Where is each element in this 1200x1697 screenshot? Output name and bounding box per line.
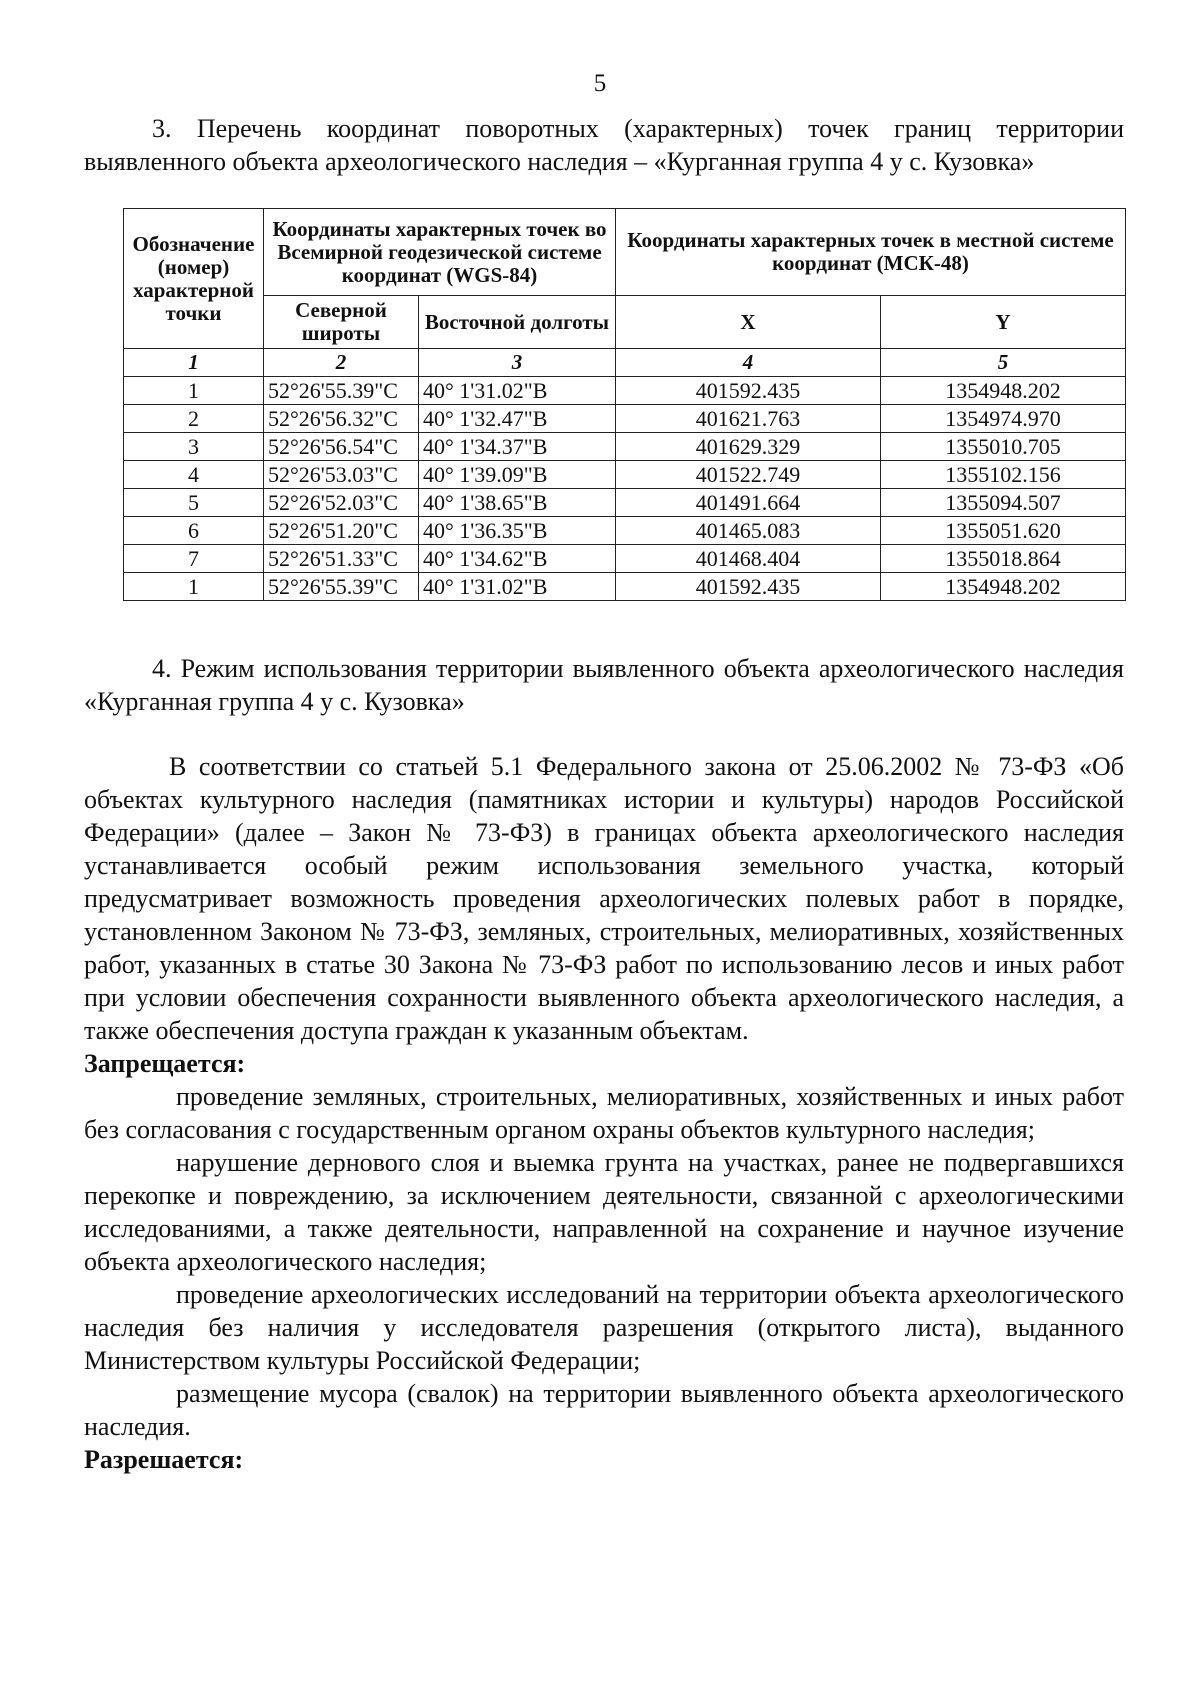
- point-number-cell: 1: [124, 377, 264, 405]
- point-number-cell: 7: [124, 545, 264, 573]
- x-cell: 401491.664: [616, 489, 881, 517]
- x-cell: 401629.329: [616, 433, 881, 461]
- x-cell: 401465.083: [616, 517, 881, 545]
- x-cell: 401621.763: [616, 405, 881, 433]
- y-cell: 1355094.507: [881, 489, 1126, 517]
- msk48-header: Координаты характерных точек в местной системе координат (МСК-48): [616, 209, 1126, 296]
- latitude-cell: 52°26'53.03"С: [264, 461, 419, 489]
- x-cell: 401592.435: [616, 377, 881, 405]
- coordinates-table-body: [124, 377, 1126, 601]
- x-cell: 401592.435: [616, 573, 881, 601]
- longitude-cell: 40° 1'39.09"В: [419, 461, 616, 489]
- table-row: [124, 573, 1126, 601]
- point-number-cell: 1: [124, 573, 264, 601]
- table-row: [124, 377, 1126, 405]
- y-cell: 1355010.705: [881, 433, 1126, 461]
- point-number-cell: 3: [124, 433, 264, 461]
- column-number: 1: [124, 349, 264, 377]
- longitude-cell: 40° 1'34.37"В: [419, 433, 616, 461]
- y-cell: 1354974.970: [881, 405, 1126, 433]
- latitude-cell: 52°26'55.39"С: [264, 573, 419, 601]
- longitude-header: Восточной долготы: [419, 296, 616, 349]
- coordinates-table: [123, 208, 1126, 601]
- point-number-cell: 5: [124, 489, 264, 517]
- latitude-cell: 52°26'51.20"С: [264, 517, 419, 545]
- y-header: Y: [881, 296, 1126, 349]
- regime-text: [84, 750, 1124, 1476]
- y-cell: 1354948.202: [881, 573, 1126, 601]
- page-number: 5: [593, 70, 607, 97]
- x-header: X: [616, 296, 881, 349]
- prohibited-item: проведение земляных, строительных, мелиоративных, хозяйственных и иных работ без согласования с государственным органом охраны объектов культурного наследия;: [84, 1082, 1124, 1144]
- column-number: 3: [419, 349, 616, 377]
- point-number-cell: 2: [124, 405, 264, 433]
- prohibited-item: нарушение дернового слоя и выемка грунта на участках, ранее не подвергавшихся перекопке и повреждению, за исключением деятельности, связанной с археологическими исследованиями, а также деятельности, направленной на сохранение и научное изучение объекта археологического наследия;: [84, 1148, 1124, 1276]
- table-row: [124, 517, 1126, 545]
- column-number: 5: [881, 349, 1126, 377]
- table-row: [124, 433, 1126, 461]
- point-number-cell: 4: [124, 461, 264, 489]
- y-cell: 1355018.864: [881, 545, 1126, 573]
- x-cell: 401468.404: [616, 545, 881, 573]
- longitude-cell: 40° 1'31.02"В: [419, 573, 616, 601]
- latitude-cell: 52°26'56.32"С: [264, 405, 419, 433]
- longitude-cell: 40° 1'32.47"В: [419, 405, 616, 433]
- column-number: 2: [264, 349, 419, 377]
- y-cell: 1355051.620: [881, 517, 1126, 545]
- y-cell: 1355102.156: [881, 461, 1126, 489]
- latitude-cell: 52°26'51.33"С: [264, 545, 419, 573]
- latitude-header: Северной широты: [264, 296, 419, 349]
- latitude-cell: 52°26'52.03"С: [264, 489, 419, 517]
- prohibited-item: проведение археологических исследований на территории объекта археологического наследия без наличия у исследователя разрешения (открытого листа), выданного Министерством культуры Российской Федерации;: [84, 1280, 1124, 1375]
- y-cell: 1354948.202: [881, 377, 1126, 405]
- table-row: [124, 405, 1126, 433]
- point-number-cell: 6: [124, 517, 264, 545]
- x-cell: 401522.749: [616, 461, 881, 489]
- section-4-heading: 4. Режим использования территории выявленного объекта археологического наследия «Курганная группа 4 у с. Кузовка»: [84, 654, 1124, 716]
- latitude-cell: 52°26'55.39"С: [264, 377, 419, 405]
- table-row: [124, 461, 1126, 489]
- point-number-header: Обозначение (номер) характерной точки: [124, 209, 264, 349]
- allowed-label: Разрешается:: [84, 1445, 244, 1474]
- table-row: [124, 545, 1126, 573]
- intro-paragraph: В соответствии со статьей 5.1 Федерального закона от 25.06.2002 № 73-ФЗ «Об объектах культурного наследия (памятниках истории и культуры) народов Российской Федерации» (далее – Закон № 73-ФЗ) в границах объекта археологического наследия устанавливается особый режим использования земельного участка, который предусматривает возможность проведения археологических полевых работ в порядке, установленном Законом № 73-ФЗ, земляных, строительных, мелиоративных, хозяйственных работ, указанных в статье 30 Закона № 73-ФЗ работ по использованию лесов и иных работ при условии обеспечения сохранности выявленного объекта археологического наследия, а также обеспечения доступа граждан к указанным объектам.: [84, 752, 1124, 1045]
- longitude-cell: 40° 1'34.62"В: [419, 545, 616, 573]
- wgs84-header: Координаты характерных точек во Всемирной геодезической системе координат (WGS-84): [264, 209, 616, 296]
- longitude-cell: 40° 1'38.65"В: [419, 489, 616, 517]
- section-3-heading: 3. Перечень координат поворотных (характерных) точек границ территории выявленного объекта археологического наследия – «Курганная группа 4 у с. Кузовка»: [84, 114, 1124, 176]
- table-row: [124, 489, 1126, 517]
- latitude-cell: 52°26'56.54"С: [264, 433, 419, 461]
- prohibited-label: Запрещается:: [84, 1049, 246, 1078]
- prohibited-item: размещение мусора (свалок) на территории выявленного объекта археологического наследия.: [84, 1379, 1124, 1441]
- longitude-cell: 40° 1'36.35"В: [419, 517, 616, 545]
- column-number: 4: [616, 349, 881, 377]
- longitude-cell: 40° 1'31.02"В: [419, 377, 616, 405]
